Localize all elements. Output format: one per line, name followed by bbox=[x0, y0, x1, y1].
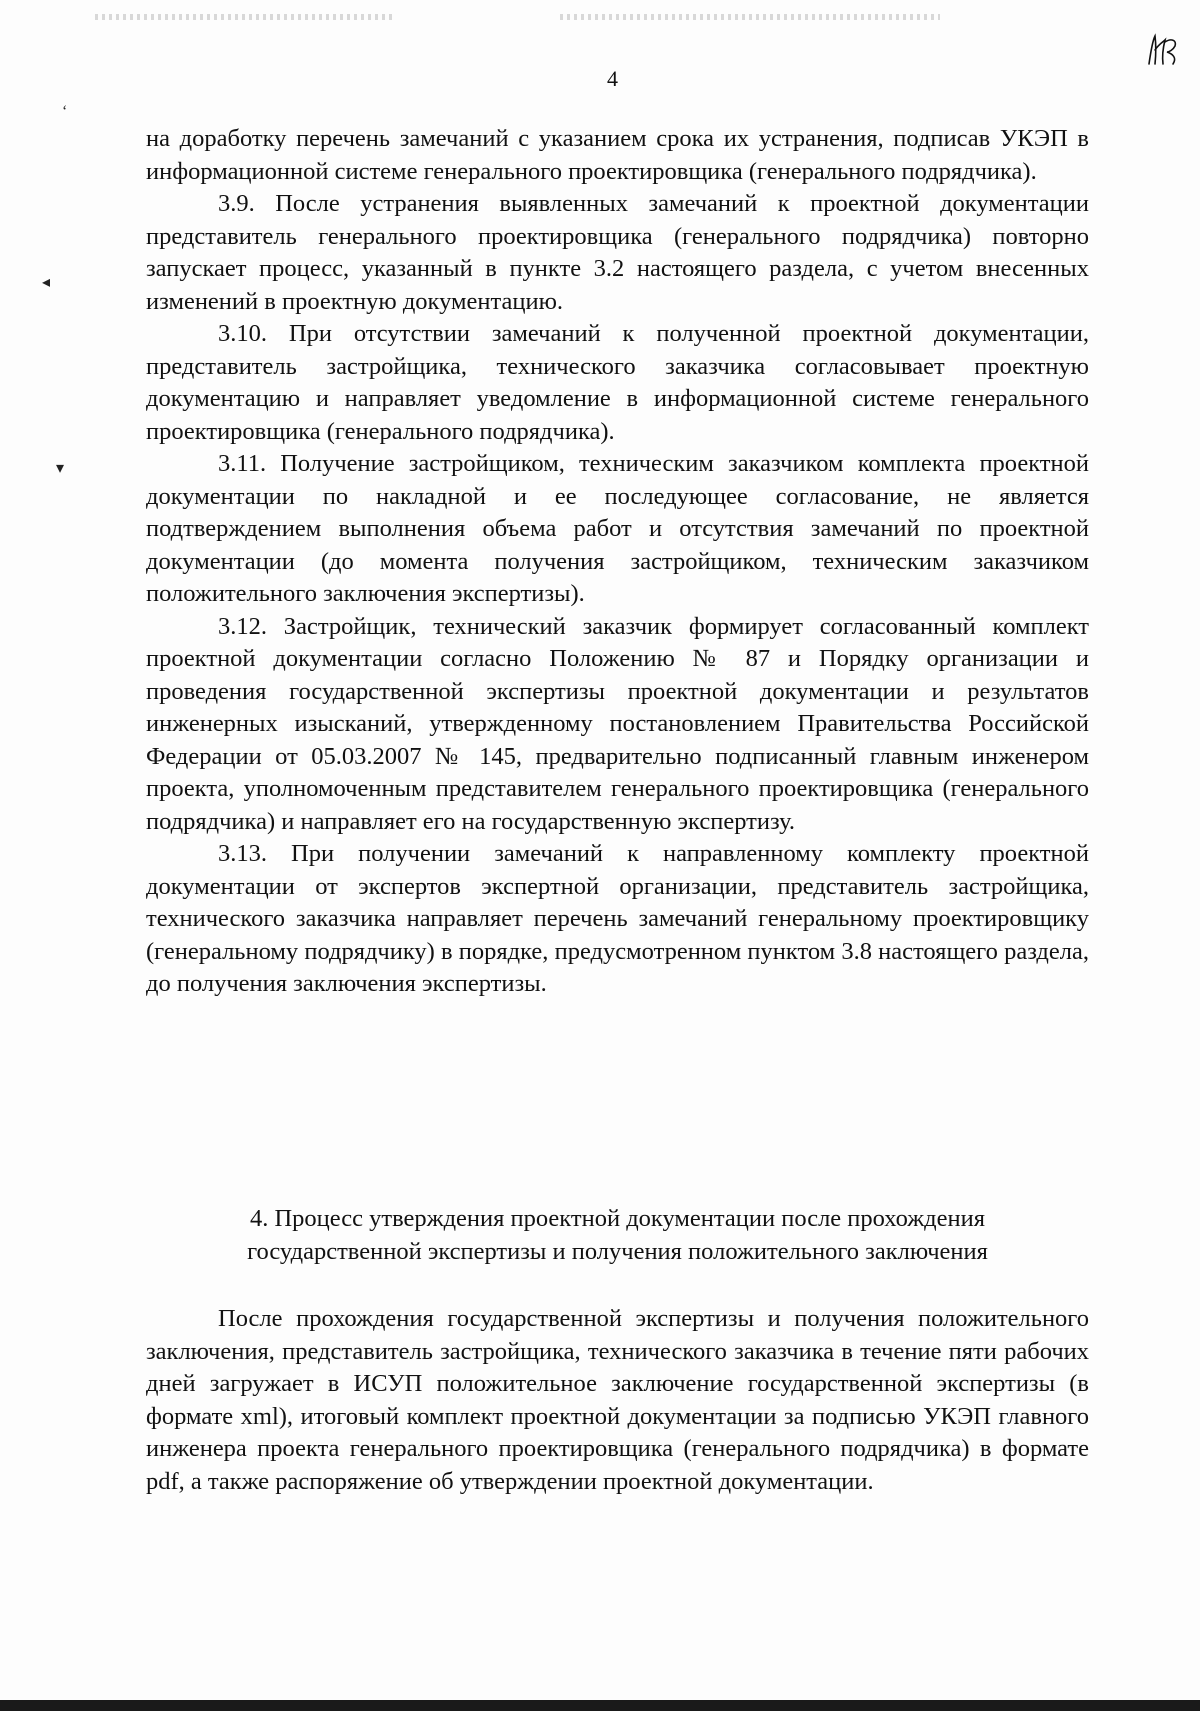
margin-mark: ʻ bbox=[62, 103, 68, 120]
section-4-body: После прохождения государственной экспертизы и получения положительного заключения, представитель застройщика, технического заказчика в течение пяти рабочих дней загружает в ИСУП положительное заключение государственной экспертизы (в формате xml), итоговый комплект проектной документации за подписью УКЭП главного инженера проекта генерального проектировщика (генерального подрядчика) в формате pdf, а также распоряжение об утверждении проектной документации. bbox=[146, 1305, 1089, 1495]
scan-artifact-top-left bbox=[95, 14, 395, 20]
margin-mark: ▾ bbox=[56, 460, 65, 477]
paragraph-3-11: 3.11. Получение застройщиком, техническим заказчиком комплекта проектной документации по накладной и ее последующее согласование, не является подтверждением выполнения объема работ и отсутствия замечаний по проектной документации (до момента получения застройщиком, техническим заказчиком положительного заключения экспертизы). bbox=[146, 450, 1089, 607]
paragraph-3-12: 3.12. Застройщик, технический заказчик формирует согласованный комплект проектной документации согласно Положению № 87 и Порядку организации и проведения государственной экспертизы проектной документации и результатов инженерных изысканий, утвержденному постановлением Правительства Российской Федерации от 05.03.2007 № 145, предварительно подписанный главным инженером проекта, уполномоченным представителем генерального проектировщика (генерального подрядчика) и направляет его на государственную экспертизу. bbox=[146, 612, 1089, 835]
scan-edge-bottom bbox=[0, 1700, 1200, 1711]
paragraph-3-10: 3.10. При отсутствии замечаний к полученной проектной документации, представитель застройщика, технического заказчика согласовывает проектную документацию и направляет уведомление в информационной системе генерального проектировщика (генерального подрядчика). bbox=[146, 320, 1089, 445]
section-4-heading-line-1: 4. Процесс утверждения проектной документации после прохождения bbox=[249, 1205, 986, 1232]
section-4-heading bbox=[146, 1203, 1089, 1268]
handwritten-signature bbox=[1143, 30, 1183, 70]
paragraph-3-13: 3.13. При получении замечаний к направленному комплекту проектной документации от экспертов экспертной организации, представитель застройщика, технического заказчика направляет перечень замечаний генеральному проектировщику (генеральному подрядчику) в порядке, предусмотренном пунктом 3.8 настоящего раздела, до получения заключения экспертизы. bbox=[146, 840, 1089, 997]
page-number: 4 bbox=[607, 66, 618, 91]
paragraph-3-9: 3.9. После устранения выявленных замечаний к проектной документации представитель генерального проектировщика (генерального подрядчика) повторно запускает процесс, указанный в пункте 3.2 настоящего раздела, с учетом внесенных изменений в проектную документацию. bbox=[146, 190, 1089, 315]
paragraph-continuation: на доработку перечень замечаний с указанием срока их устранения, подписав УКЭП в информационной системе генерального проектировщика (генерального подрядчика). bbox=[146, 125, 1089, 185]
section-4-heading-line-2: государственной экспертизы и получения положительного заключения bbox=[247, 1237, 988, 1265]
margin-mark: ◂ bbox=[42, 274, 51, 291]
body-text bbox=[146, 123, 1089, 1001]
scan-artifact-top-right bbox=[560, 14, 940, 20]
section-4-body-block bbox=[146, 1303, 1089, 1498]
